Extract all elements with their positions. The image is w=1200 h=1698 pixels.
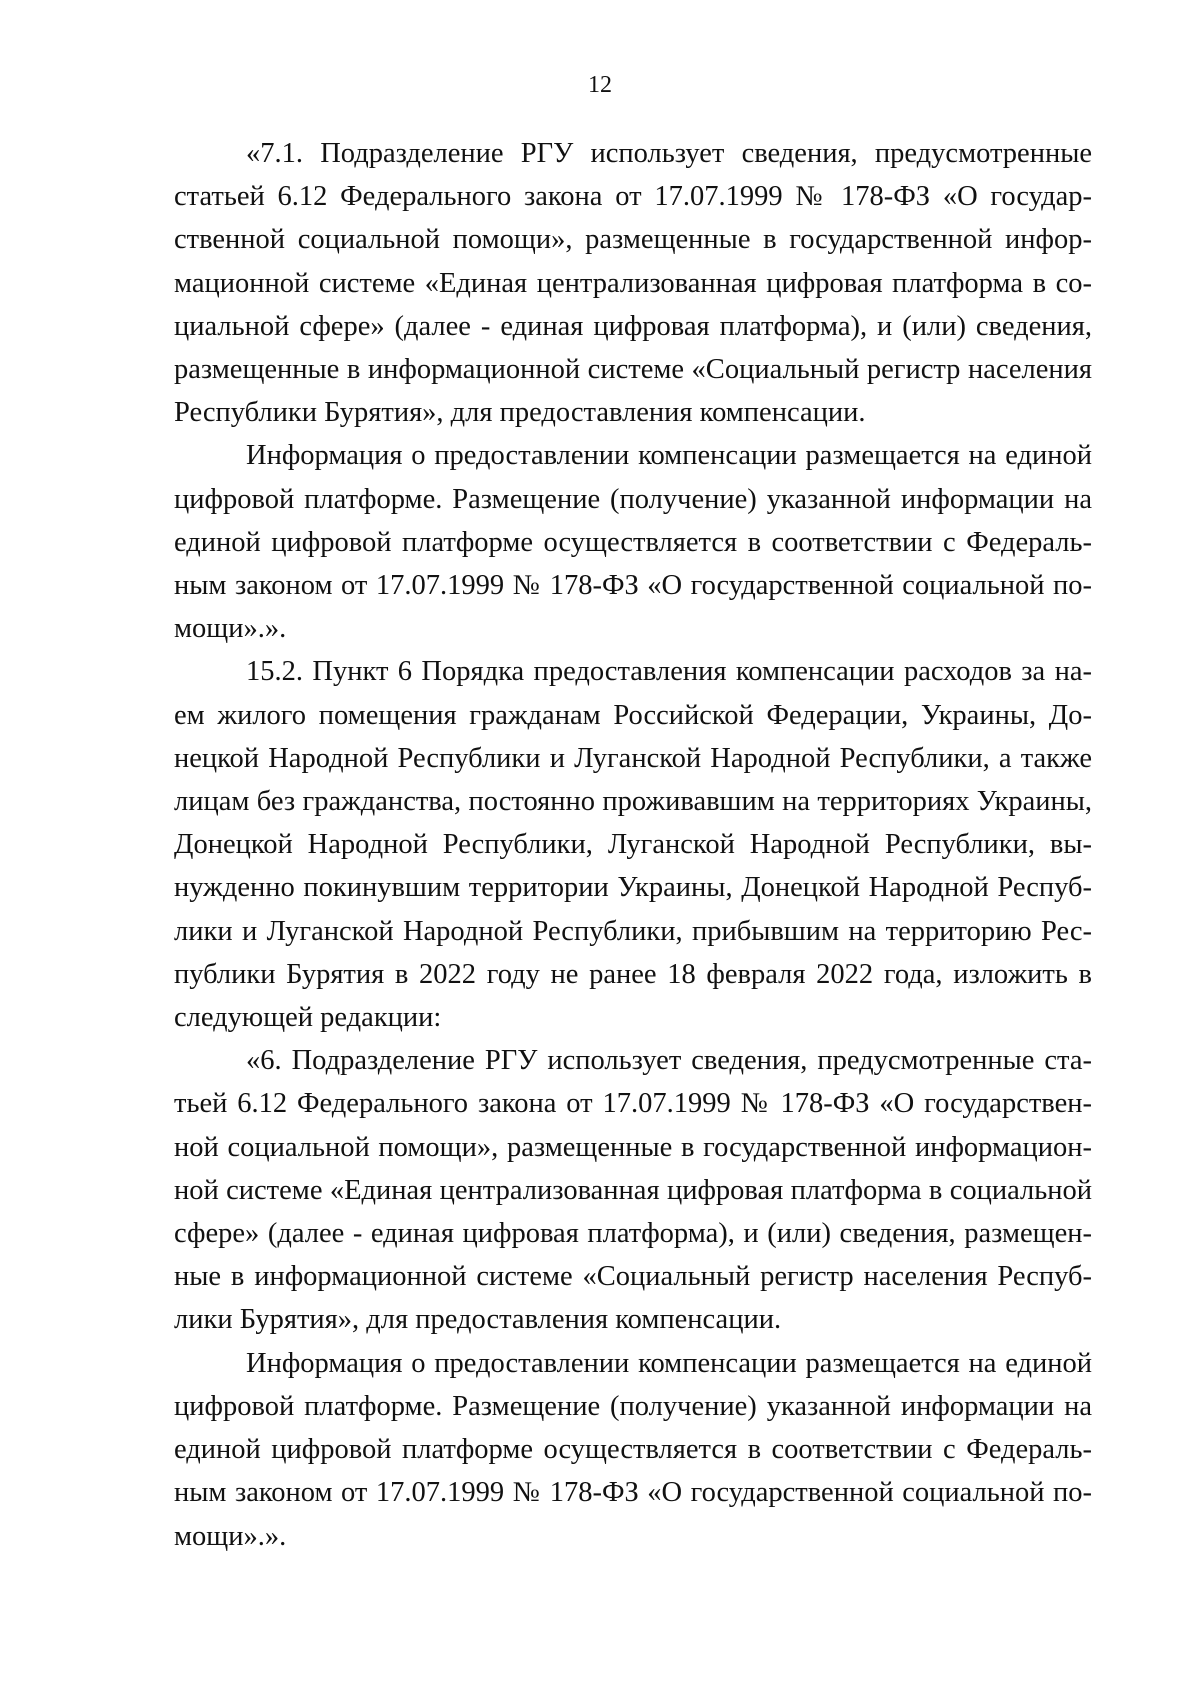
text-line: Информация о предоставлении компенсации размещается на единой — [246, 1347, 1092, 1379]
text-line: единой цифровой платформе осуществляется в соответствии с Федераль- — [174, 1434, 1092, 1466]
text-line: мощи».». — [174, 613, 287, 645]
text-line: Республики Бурятия», для предоставления компенсации. — [174, 397, 866, 429]
text-line: единой цифровой платформе осуществляется в соответствии с Федераль- — [174, 526, 1092, 558]
text-line: лики и Луганской Народной Республики, прибывшим на территорию Рес- — [174, 915, 1092, 947]
paragraph — [174, 132, 1092, 434]
text-line: публики Бурятия в 2022 году не ранее 18 февраля 2022 года, изложить в — [174, 958, 1092, 990]
text-line: ным законом от 17.07.1999 № 178-ФЗ «О государственной социальной по- — [174, 1477, 1092, 1509]
document-body — [174, 132, 1092, 1558]
text-line: мационной системе «Единая централизованная цифровая платформа в со- — [174, 267, 1092, 299]
text-line: мощи».». — [174, 1520, 287, 1552]
text-line: тьей 6.12 Федерального закона от 17.07.1999 № 178-ФЗ «О государствен- — [174, 1088, 1092, 1120]
paragraph — [174, 1342, 1092, 1558]
text-line: нецкой Народной Республики и Луганской Народной Республики, а также — [174, 742, 1092, 774]
text-line: 15.2. Пункт 6 Порядка предоставления компенсации расходов за на- — [246, 656, 1092, 688]
text-line: ным законом от 17.07.1999 № 178-ФЗ «О государственной социальной по- — [174, 570, 1092, 602]
text-line: лицам без гражданства, постоянно проживавшим на территориях Украины, — [174, 786, 1092, 818]
text-line: Информация о предоставлении компенсации размещается на единой — [246, 440, 1092, 472]
text-line: цифровой платформе. Размещение (получение) указанной информации на — [174, 1390, 1092, 1422]
text-line: ной социальной помощи», размещенные в государственной информацион- — [174, 1131, 1092, 1163]
text-line: «6. Подразделение РГУ использует сведения, предусмотренные ста- — [246, 1045, 1092, 1077]
paragraph — [174, 434, 1092, 650]
text-line: циальной сфере» (далее - единая цифровая платформа), и (или) сведения, — [174, 310, 1092, 342]
text-line: ственной социальной помощи», размещенные в государственной инфор- — [174, 224, 1092, 256]
text-line: цифровой платформе. Размещение (получение) указанной информации на — [174, 483, 1092, 515]
paragraph — [174, 1039, 1092, 1341]
text-line: «7.1. Подразделение РГУ использует сведения, предусмотренные — [246, 138, 1092, 169]
paragraph — [174, 650, 1092, 1039]
page-number: 12 — [588, 72, 612, 98]
text-line: ем жилого помещения гражданам Российской Федерации, Украины, До- — [174, 699, 1092, 731]
text-line: ные в информационной системе «Социальный регистр населения Респуб- — [174, 1261, 1092, 1293]
text-line: сфере» (далее - единая цифровая платформа), и (или) сведения, размещен- — [174, 1218, 1092, 1250]
text-line: размещенные в информационной системе «Социальный регистр населения — [174, 354, 1092, 386]
text-line: ной системе «Единая централизованная цифровая платформа в социальной — [174, 1174, 1092, 1206]
text-line: лики Бурятия», для предоставления компенсации. — [174, 1304, 782, 1336]
text-line: статьей 6.12 Федерального закона от 17.07.1999 № 178-ФЗ «О государ- — [174, 181, 1092, 213]
text-line: нужденно покинувшим территории Украины, Донецкой Народной Респуб- — [174, 872, 1092, 904]
text-line: Донецкой Народной Республики, Луганской Народной Республики, вы- — [174, 829, 1092, 861]
text-line: следующей редакции: — [174, 1002, 442, 1034]
